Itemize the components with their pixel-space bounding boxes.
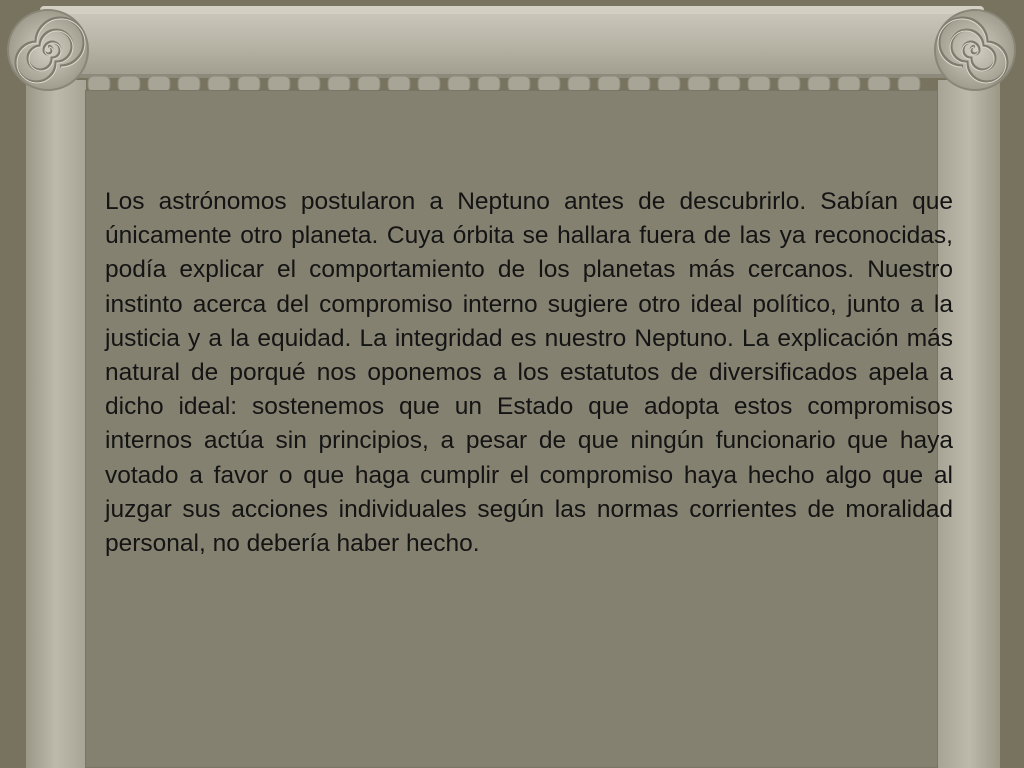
right-volute-spiral-icon xyxy=(935,10,1015,90)
left-volute-spiral-icon xyxy=(8,10,88,90)
body-paragraph: Los astrónomos postularon a Neptuno antes de descubrirlo. Sabían que únicamente otro planeta. Cuya órbita se hallara fuera de las ya reconocidas, podía explicar el comportamiento de los planetas más cercanos. Nuestro instinto acerca del compromiso interno sugiere otro ideal político, junto a la justicia y a la equidad. La integridad es nuestro Neptuno. La explicación más natural de porqué nos oponemos a los estatutos de diversificados apela a dicho ideal: sostenemos que un Estado que adopta estos compromisos internos actúa sin principios, a pesar de que ningún funcionario que haya votado a favor o que haga cumplir el compromiso haya hecho algo que al juzgar sus acciones individuales según las normas corrientes de moralidad personal, no debería haber hecho. xyxy=(105,188,953,558)
capital-lintel xyxy=(40,14,984,76)
left-column-shaft xyxy=(26,80,86,768)
